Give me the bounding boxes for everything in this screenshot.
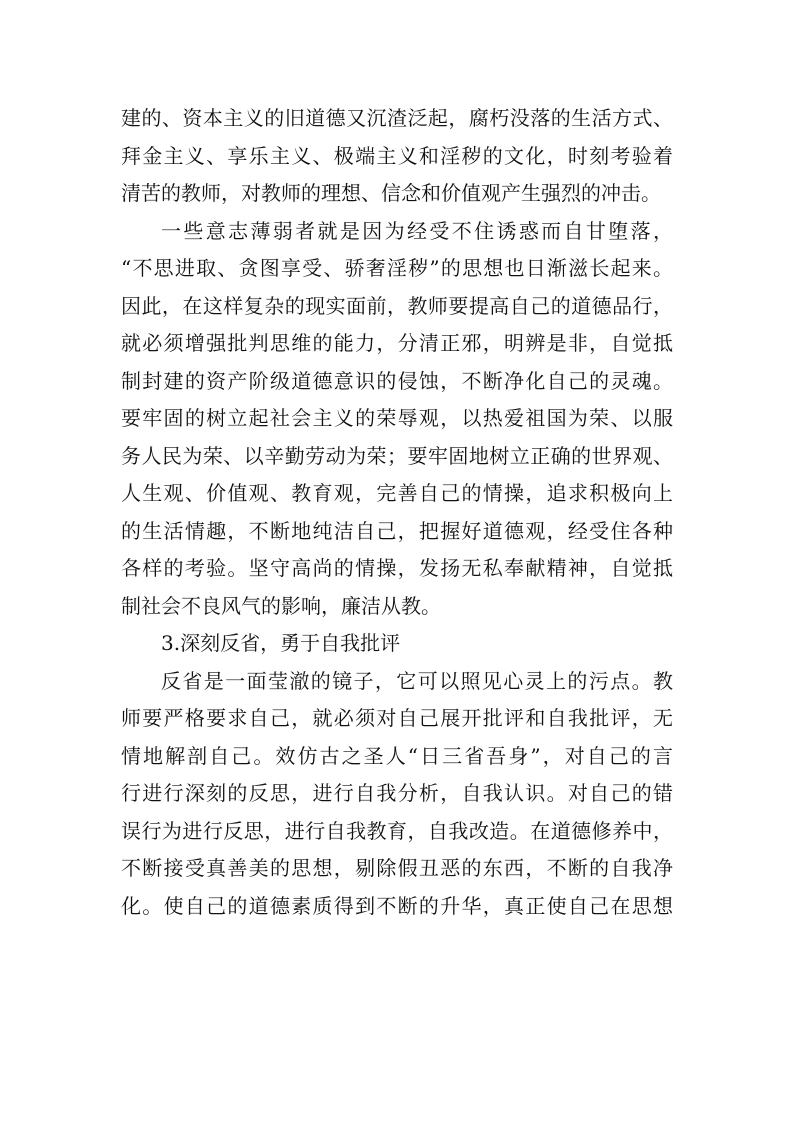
- section-heading: 3.深刻反省，勇于自我批评: [161, 631, 401, 655]
- body-text: [121, 100, 673, 925]
- paragraph-line: 务人民为荣、以辛勤劳动为荣；要牢固地树立正确的世界观、: [121, 443, 673, 468]
- paragraph-line: “不思进取、贪图享受、骄奢淫秽”的思想也日渐滋长起来。: [121, 256, 673, 280]
- paragraph-line: 建的、资本主义的旧道德又沉渣泛起，腐朽没落的生活方式、: [121, 106, 673, 130]
- paragraph-line: 反省是一面莹澈的镜子，它可以照见心灵上的污点。教: [161, 668, 673, 693]
- paragraph-line: 误行为进行反思，进行自我教育，自我改造。在道德修养中，: [121, 818, 673, 843]
- paragraph-line: 因此，在这样复杂的现实面前，教师要提高自己的道德品行，: [121, 293, 673, 318]
- paragraph-line: 一些意志薄弱者就是因为经受不住诱惑而自甘堕落，: [161, 218, 673, 243]
- paragraph-line: 化。使自己的道德素质得到不断的升华，真正使自己在思想: [121, 893, 673, 918]
- paragraph-line: 的生活情趣，不断地纯洁自己，把握好道德观，经受住各种: [121, 518, 673, 543]
- paragraph-line: 制社会不良风气的影响，廉洁从教。: [121, 593, 441, 618]
- paragraph-line: 就必须增强批判思维的能力，分清正邪，明辨是非，自觉抵: [121, 331, 673, 355]
- paragraph-line: 各样的考验。坚守高尚的情操，发扬无私奉献精神，自觉抵: [121, 556, 673, 580]
- paragraph-line: 人生观、价值观、教育观，完善自己的情操，追求积极向上: [121, 481, 673, 505]
- paragraph-line: 情地解剖自己。效仿古之圣人“日三省吾身”，对自己的言: [121, 743, 673, 768]
- paragraph-line: 要牢固的树立起社会主义的荣辱观，以热爱祖国为荣、以服: [121, 406, 673, 430]
- paragraph-line: 行进行深刻的反思，进行自我分析，自我认识。对自己的错: [121, 781, 673, 805]
- paragraph-line: 拜金主义、享乐主义、极端主义和淫秽的文化，时刻考验着: [121, 143, 673, 168]
- paragraph-line: 制封建的资产阶级道德意识的侵蚀，不断净化自己的灵魂。: [121, 368, 673, 393]
- paragraph-line: 清苦的教师，对教师的理想、信念和价值观产生强烈的冲击。: [121, 181, 661, 205]
- paragraph-line: 师要严格要求自己，就必须对自己展开批评和自我批评，无: [121, 706, 673, 730]
- paragraph-line: 不断接受真善美的思想，剔除假丑恶的东西，不断的自我净: [121, 856, 673, 880]
